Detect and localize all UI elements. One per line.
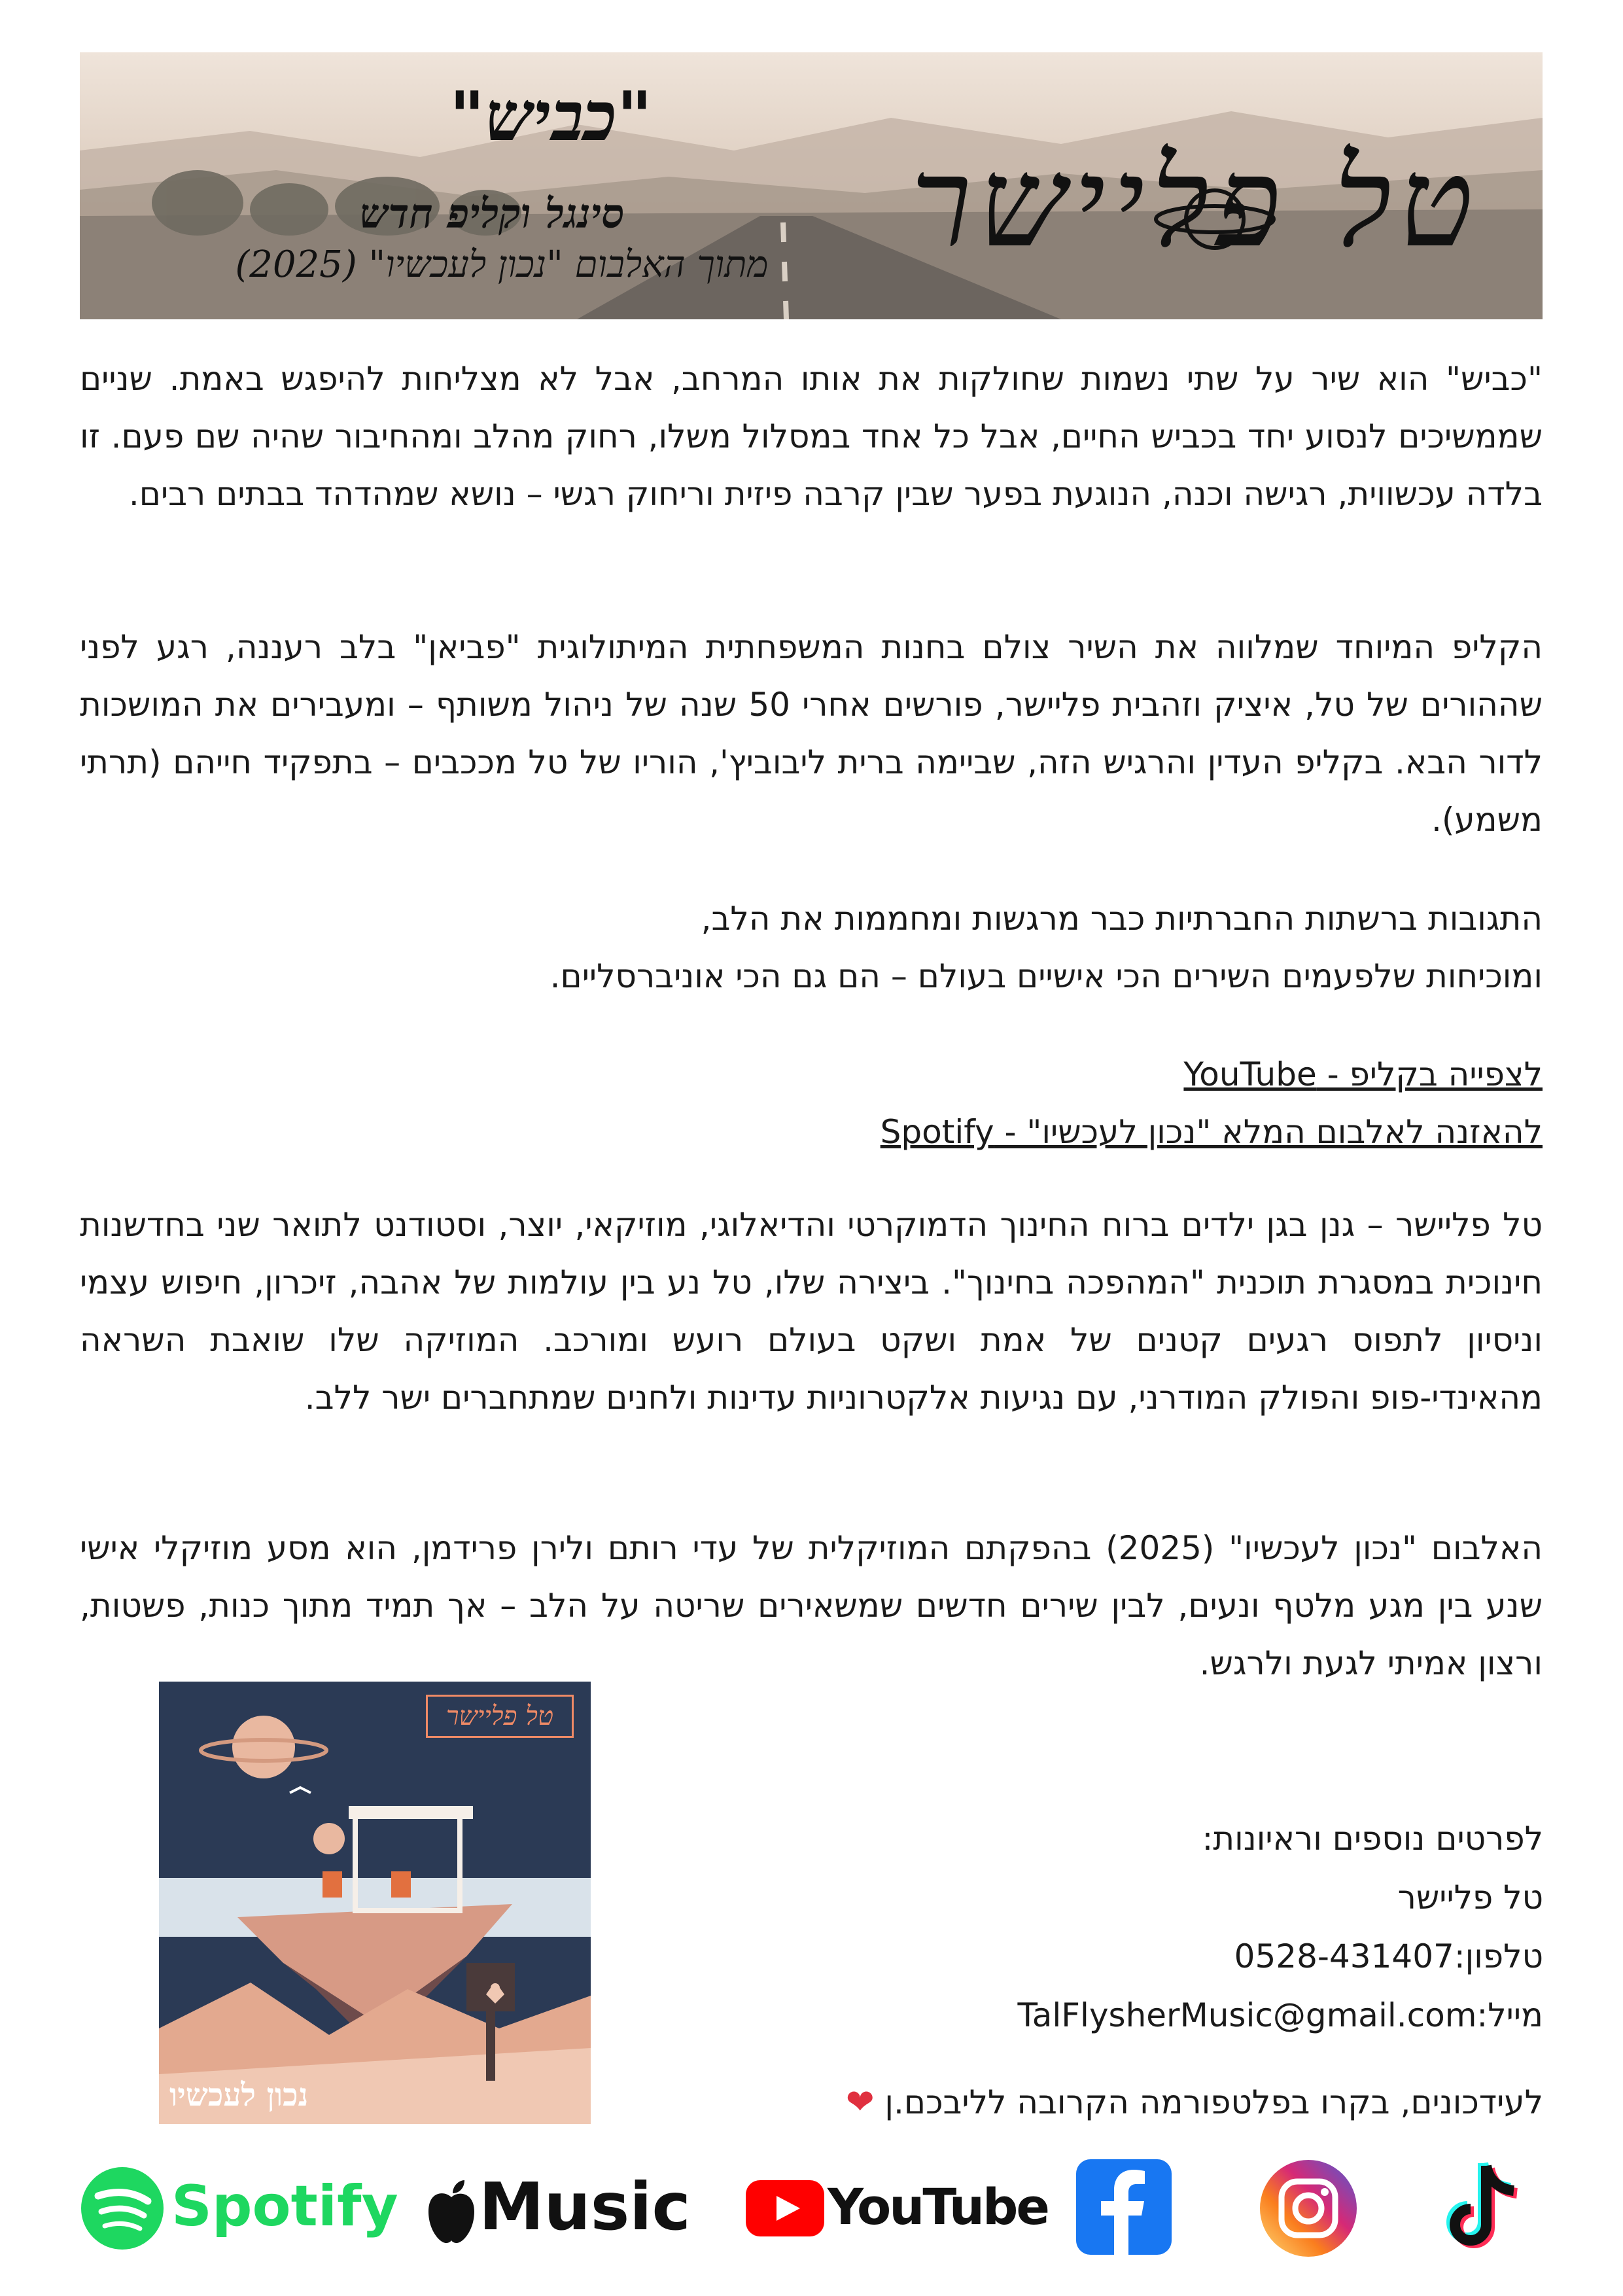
contact-block — [693, 1809, 1543, 2045]
apple-music-icon — [425, 2179, 478, 2244]
reactions-line-1: התגובות ברשתות החברתיות כבר מרגשות ומחממות את הלב, — [701, 900, 1543, 938]
heart-icon: ❤ — [845, 2083, 875, 2122]
youtube-icon — [746, 2180, 824, 2236]
apple-music-wordmark: Music — [479, 2168, 691, 2245]
contact-email: מייל:TalFlysherMusic@gmail.com — [1017, 1996, 1543, 2034]
youtube-wordmark: YouTube — [828, 2178, 1048, 2236]
spotify-wordmark: Spotify — [171, 2174, 398, 2239]
paragraph-clip: הקליפ המיוחד שמלווה את השיר צולם בחנות המשפחתית המיתולוגית "פביאן" בלב רעננה, רגע לפני שההורים של טל, איציק וזהבית פליישר, פורשים אחרי 50 שנה של ניהול משותף – ומעבירים את המושכות לדור הבא. בקליפ העדין והרגיש הזה, שביימה ברית ליבוביץ', הוריו של טל מככבים – בתפקיד חייהם (תרתי משמע). — [80, 628, 1543, 839]
album-cover-artist-logo: טל פליישר — [426, 1695, 574, 1738]
tiktok-icon — [1446, 2159, 1537, 2257]
spotify-album-link[interactable]: להאזנה לאלבום המלא "נכון לעכשיו" - Spotify — [880, 1113, 1543, 1151]
contact-heading: לפרטים נוספים וראיונות: — [1202, 1820, 1543, 1858]
planet-icon — [1153, 177, 1277, 262]
spotify-logo[interactable] — [80, 2159, 398, 2257]
paragraph-artist-bio: טל פליישר – גנן בגן ילדים ברוח החינוך הדמוקרטי והדיאלוגי, מוזיקאי, יוצר, וסטודנט לתואר שני בחדשנות חינוכית במסגרת תוכנית "המהפכה בחינוך". ביצירה שלו, טל נע בין עולמות של אהבה, זיכרון, חיפוש עצמי וניסיון לתפוס רגעים קטנים של אמת ושקט בעולם רועש ומורכב. המוזיקה שלו שואבת השראה מהאינדי-פופ והפולק המודרני, עם נגיעות אלקטרוניות עדינות ולחנים שמתחברים ישר ללב. — [80, 1206, 1543, 1417]
album-cover-title: נכון לעכשיו — [169, 2077, 309, 2113]
banner-subtitle: סינגל וקליפ חדש — [359, 190, 625, 238]
contact-name: טל פליישר — [1397, 1879, 1543, 1916]
header-banner — [80, 52, 1543, 319]
spotify-icon — [80, 2166, 165, 2251]
youtube-logo[interactable] — [746, 2159, 1048, 2257]
paragraph-album: האלבום "נכון לעכשיו" (2025) בהפקתם המוזיקלית של עדי רותם ולירן פרידמן, הוא מסע מוזיקלי אישי שנע בין מגע מלטף ונעים, לבין שירים חדשים שמשאירים שריטה על הלב – אך תמיד מתוך כנות, פשטות, ורצון אמיתי לגעת ולרגש. — [80, 1529, 1543, 1682]
album-cover-image — [159, 1682, 591, 2124]
album-cover-illustration — [159, 1682, 591, 2124]
apple-music-logo[interactable] — [425, 2159, 691, 2257]
banner-text-block — [80, 52, 884, 319]
instagram-icon — [1259, 2159, 1357, 2257]
facebook-icon — [1076, 2159, 1172, 2255]
contact-phone: טלפון:0528-431407 — [1234, 1937, 1543, 1975]
banner-album-line: מתוך האלבום "נכון לעכשיו" (2025) — [235, 243, 769, 286]
paragraph-reactions — [80, 890, 1543, 1005]
youtube-clip-link[interactable]: לצפייה בקליפ - YouTube — [1183, 1055, 1543, 1093]
facebook-logo[interactable] — [1076, 2159, 1172, 2257]
instagram-logo[interactable] — [1259, 2159, 1357, 2257]
banner-title: "כביש" — [449, 76, 653, 156]
paragraph-song-intro: "כביש" הוא שיר על שתי נשמות שחולקות את אותו המרחב, אבל לא מצליחות להיפגש באמת. שניים שממשיכים לנסוע יחד בכביש החיים, אבל כל אחד במסלול משלו, רחוק מהלב ומהחיבור שהיה שם פעם. זו בלדה עכשווית, רגישה וכנה, הנוגעת בפער שבין קרבה פיזית וריחוק רגשי – נושא שמהדהד בבתים רבים. — [80, 360, 1543, 513]
follow-text: לעידכונים, בקרו בפלטפורמה הקרובה לליבכם.ן — [884, 2083, 1543, 2121]
reactions-line-2: ומוכיחות שלפעמים השירים הכי אישיים בעולם – הם גם הכי אוניברסליים. — [550, 957, 1543, 995]
follow-line — [627, 2073, 1543, 2132]
tiktok-logo[interactable] — [1446, 2159, 1537, 2257]
artist-name-logo: טל פליישר — [911, 130, 1480, 275]
links-block — [80, 1046, 1543, 1161]
